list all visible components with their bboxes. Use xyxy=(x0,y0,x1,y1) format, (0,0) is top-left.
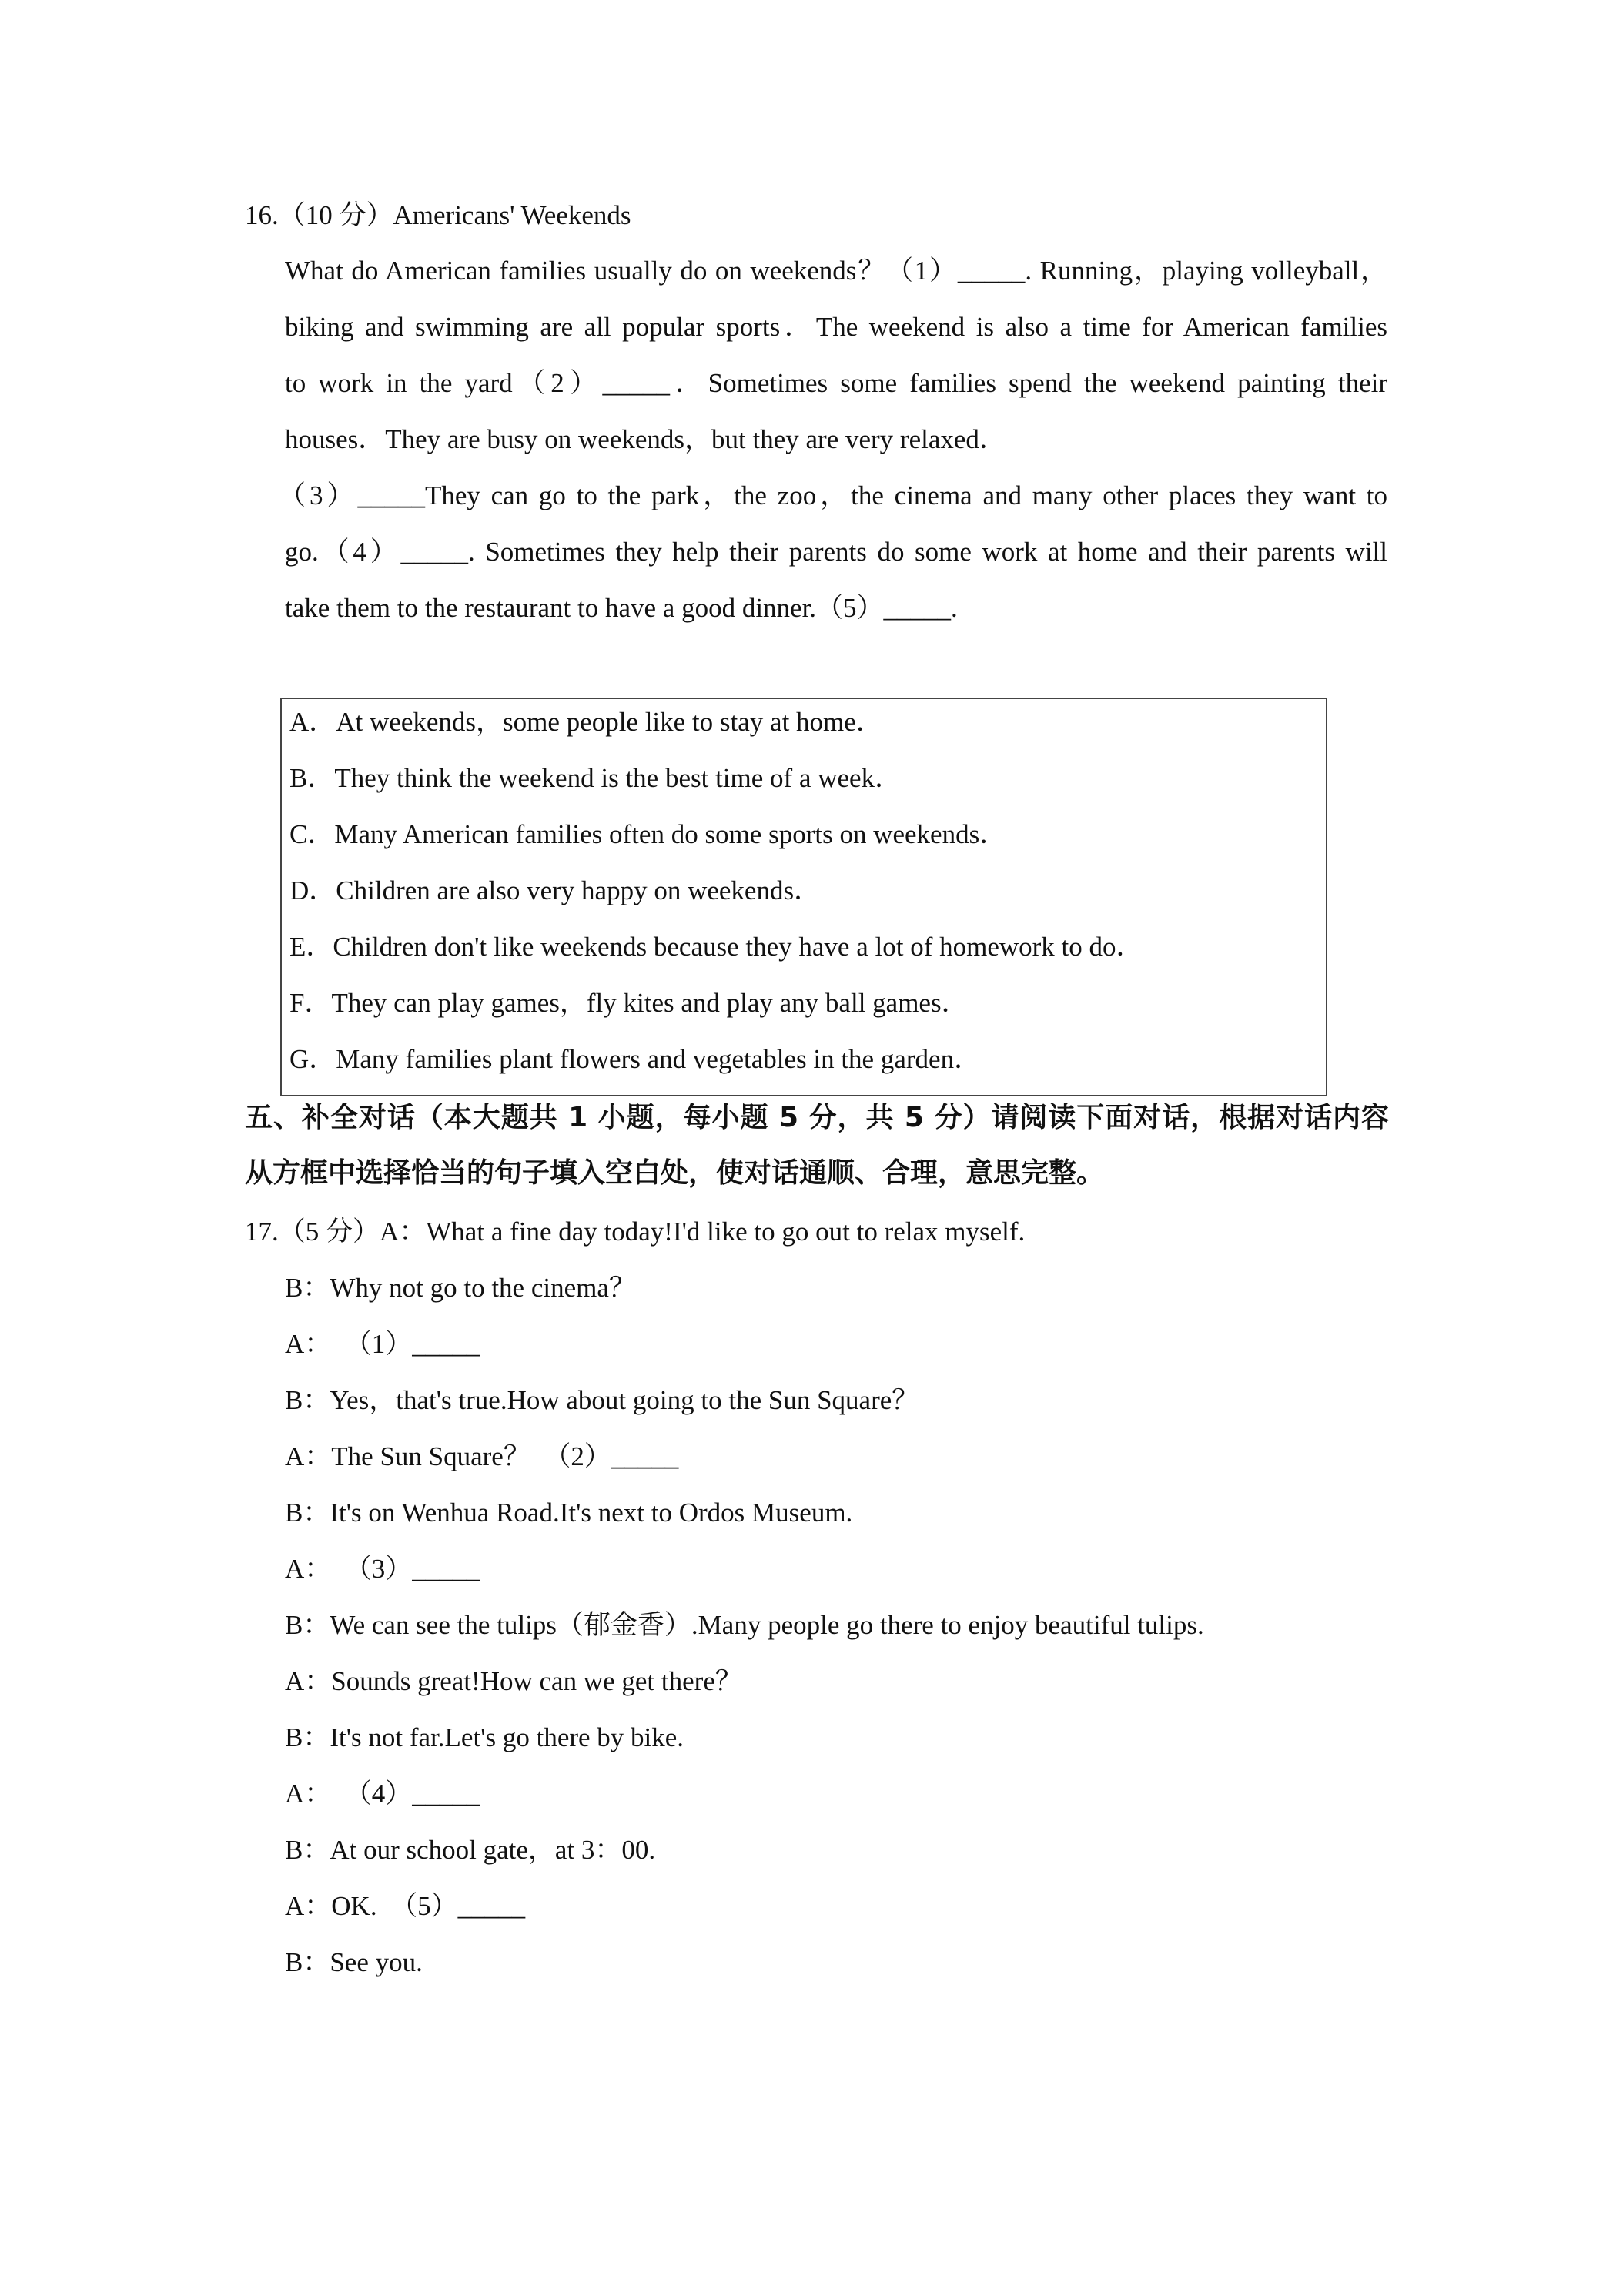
dialog-line-2: A： （1）_____ xyxy=(285,1329,480,1359)
q16-options-box xyxy=(280,698,1327,1096)
dialog-line-10: A： （4）_____ xyxy=(285,1779,480,1809)
q16-passage-line-2: biking and swimming are all popular sports．The weekend is also a time for American families xyxy=(285,312,1387,342)
question-17-header: 17.（5 分）A：What a fine day today!I'd like to go out to relax myself. xyxy=(245,1217,1026,1247)
dialog-line-4: A：The Sun Square？ （2）_____ xyxy=(285,1441,679,1471)
option-a: A．At weekends，some people like to stay at home． xyxy=(289,707,883,737)
option-d: D．Children are also very happy on weekends． xyxy=(289,875,822,905)
dialog-line-8: A：Sounds great!How can we get there？ xyxy=(285,1666,742,1696)
dialog-line-3: B：Yes，that's true.How about going to the Sun Square？ xyxy=(285,1385,919,1415)
dialog-line-5: B：It's on Wenhua Road.It's next to Ordos Museum. xyxy=(285,1498,853,1528)
q16-passage-line-4: houses．They are busy on weekends，but they are very relaxed． xyxy=(285,424,1006,454)
q16-passage-line-3: to work in the yard（2）_____．Sometimes some families spend the weekend painting their xyxy=(285,368,1387,398)
section-5-title-line-2: 从方框中选择恰当的句子填入空白处，使对话通顺、合理，意思完整。 xyxy=(245,1157,1105,1189)
option-e: E．Children don't like weekends because they have a lot of homework to do． xyxy=(289,932,1143,962)
section-5-title-line-1: 五、补全对话（本大题共 1 小题，每小题 5 分，共 5 分）请阅读下面对话，根据对话内容 xyxy=(245,1102,1389,1133)
dialog-line-7: B：We can see the tulips（郁金香）.Many people go there to enjoy beautiful tulips. xyxy=(285,1610,1204,1640)
option-b: B．They think the weekend is the best time of a week． xyxy=(289,763,902,793)
dialog-line-11: B：At our school gate，at 3：00. xyxy=(285,1835,656,1865)
q16-passage-line-7: take them to the restaurant to have a good dinner.（5）_____. xyxy=(285,593,958,623)
dialog-line-13: B：See you. xyxy=(285,1947,423,1977)
question-16-header: 16.（10 分）Americans' Weekends xyxy=(245,200,631,230)
dialog-line-1: B：Why not go to the cinema？ xyxy=(285,1273,636,1303)
option-c: C．Many American families often do some sports on weekends． xyxy=(289,819,1007,849)
q16-passage-line-1: What do American families usually do on weekends？（1）_____. Running，playing volleyball， xyxy=(285,256,1387,286)
dialog-line-9: B：It's not far.Let's go there by bike. xyxy=(285,1722,684,1752)
dialog-line-12: A：OK. （5）_____ xyxy=(285,1891,526,1921)
option-g: G．Many families plant flowers and vegetables in the garden． xyxy=(289,1044,982,1074)
q16-passage-line-6: go.（4）_____. Sometimes they help their parents do some work at home and their parents will xyxy=(285,537,1387,567)
dialog-line-6: A： （3）_____ xyxy=(285,1554,480,1584)
option-f: F．They can play games，fly kites and play any ball games． xyxy=(289,988,969,1018)
q16-passage-line-5: （3）_____They can go to the park，the zoo，the cinema and many other places they want to xyxy=(279,480,1387,510)
